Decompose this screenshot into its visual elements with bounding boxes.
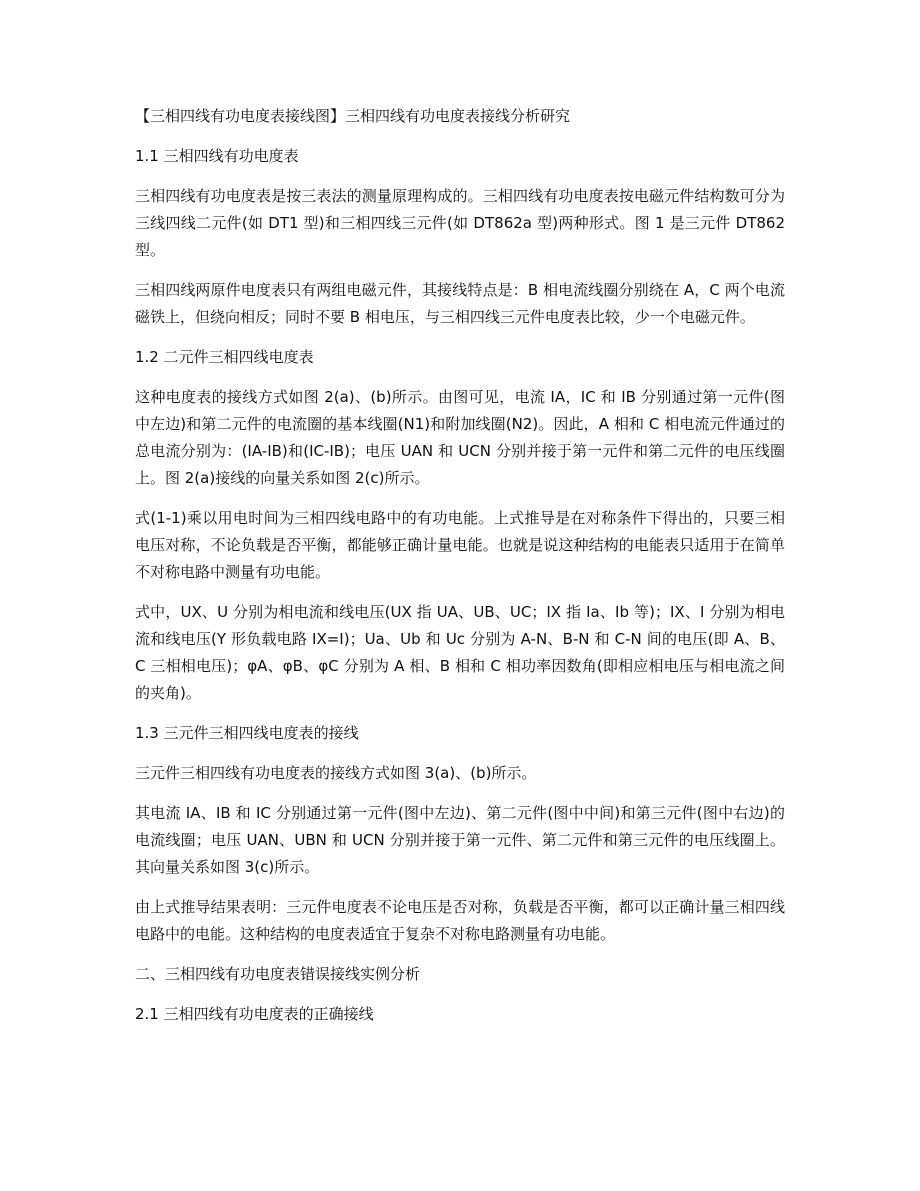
document-body (135, 103, 785, 1041)
section-heading-1-1: 1.1 三相四线有功电度表 (135, 147, 299, 165)
paragraph-3: 这种电度表的接线方式如图 2(a)、(b)所示。由图可见，电流 IA，IC 和 IB 分别通过第一元件(图中左边)和第二元件的电流圈的基本线圈(N1)和附加线圈(N2)。因此，A 相和 C 相电流元件通过的总电流分别为：(IA-IB)和(IC-IB)；电压 UAN 和 UCN 分别并接于第一元件和第二元件的电压线圈上。图 2(a)接线的向量关系如图 2(c)所示。 (135, 388, 785, 487)
paragraph-4: 式(1-1)乘以用电时间为三相四线电路中的有功电能。上式推导是在对称条件下得出的，只要三相电压对称，不论负载是否平衡，都能够正确计量电能。也就是说这种结构的电能表只适用于在简单不对称电路中测量有功电能。 (135, 509, 785, 581)
section-heading-1-3: 1.3 三元件三相四线电度表的接线 (135, 724, 359, 742)
paragraph-1: 三相四线有功电度表是按三表法的测量原理构成的。三相四线有功电度表按电磁元件结构数可分为三线四线二元件(如 DT1 型)和三相四线三元件(如 DT862a 型)两种形式。图 1 是三元件 DT862 型。 (135, 187, 785, 259)
paragraph-6: 三元件三相四线有功电度表的接线方式如图 3(a)、(b)所示。 (135, 764, 537, 782)
paragraph-7: 其电流 IA、IB 和 IC 分别通过第一元件(图中左边)、第二元件(图中中间)和第三元件(图中右边)的电流线圈；电压 UAN、UBN 和 UCN 分别并接于第一元件、第二元件和第三元件的电压线圈上。其向量关系如图 3(c)所示。 (135, 804, 785, 876)
section-heading-1-2: 1.2 二元件三相四线电度表 (135, 348, 314, 366)
section-heading-2-1: 2.1 三相四线有功电度表的正确接线 (135, 1005, 374, 1023)
document-title: 【三相四线有功电度表接线图】三相四线有功电度表接线分析研究 (135, 107, 571, 125)
paragraph-5: 式中，UX、U 分别为相电流和线电压(UX 指 UA、UB、UC；IX 指 Ia、Ib 等)；IX、I 分别为相电流和线电压(Y 形负载电路 IX=I)；Ua、Ub 和 Uc 分别为 A-N、B-N 和 C-N 间的电压(即 A、B、C 三相相电压)；φA、φB、φC 分别为 A 相、B 相和 C 相功率因数角(即相应相电压与相电流之间的夹角)。 (135, 603, 785, 702)
section-heading-2: 二、三相四线有功电度表错误接线实例分析 (135, 965, 421, 983)
paragraph-8: 由上式推导结果表明：三元件电度表不论电压是否对称，负载是否平衡，都可以正确计量三相四线电路中的电能。这种结构的电度表适宜于复杂不对称电路测量有功电能。 (135, 898, 785, 943)
paragraph-2: 三相四线两原件电度表只有两组电磁元件，其接线特点是：B 相电流线圈分别绕在 A，C 两个电流磁铁上，但绕向相反；同时不要 B 相电压，与三相四线三元件电度表比较，少一个电磁元件。 (135, 281, 785, 326)
